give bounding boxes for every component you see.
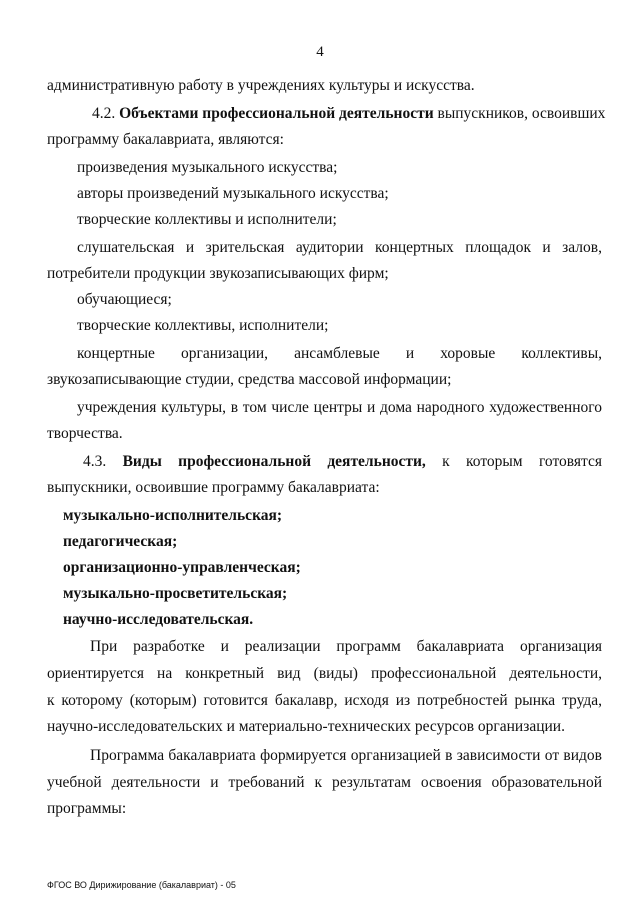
paragraph-line: При разработке и реализации программ бакалавриата организация — [90, 638, 602, 655]
text-line: административную работу в учреждениях культуры и искусства. — [47, 77, 475, 94]
text-line: выпускники, освоившие программу бакалавриата: — [47, 479, 380, 496]
section-number: 4.2. — [92, 105, 116, 122]
list-item: учреждения культуры, в том числе центры и дома народного художественного — [77, 399, 602, 416]
section-4-2-line — [92, 104, 606, 124]
activity-type-item: музыкально-исполнительская; — [63, 507, 283, 524]
section-number: 4.3. — [83, 453, 107, 470]
paragraph-line: ориентируется на конкретный вид (виды) профессиональной деятельности, — [47, 665, 602, 682]
text-line: творчества. — [47, 425, 123, 442]
text-line: программу бакалавриата, являются: — [47, 131, 284, 148]
list-item: слушательская и зрительская аудитории концертных площадок и залов, — [77, 239, 602, 256]
page-footer: ФГОС ВО Дирижирование (бакалавриат) - 05 — [47, 880, 236, 890]
list-item: обучающиеся; — [77, 291, 172, 308]
text-line: потребители продукции звукозаписывающих фирм; — [47, 265, 389, 282]
activity-type-item: научно-исследовательская. — [63, 611, 254, 628]
text-span: выпускников, освоивших — [437, 105, 606, 122]
list-item: концертные организации, ансамблевые и хоровые коллективы, — [77, 345, 602, 362]
list-item: творческие коллективы, исполнители; — [77, 317, 329, 334]
section-4-3-line — [83, 452, 602, 472]
paragraph-line: к которому (которым) готовится бакалавр, исходя из потребностей рынка труда, — [47, 692, 602, 709]
activity-type-item: организационно-управленческая; — [63, 559, 301, 576]
list-item: творческие коллективы и исполнители; — [77, 211, 337, 228]
activity-type-item: музыкально-просветительская; — [63, 585, 288, 602]
activity-type-item: педагогическая; — [63, 533, 178, 550]
page-number: 4 — [316, 44, 324, 60]
text-line: звукозаписывающие студии, средства массовой информации; — [47, 371, 452, 388]
text-span: к которым готовятся — [442, 453, 602, 470]
paragraph-line: научно-исследовательских и материально-технических ресурсов организации. — [47, 718, 565, 735]
paragraph-line: Программа бакалавриата формируется организацией в зависимости от видов — [90, 747, 602, 764]
list-item: авторы произведений музыкального искусства; — [77, 185, 389, 202]
list-item: произведения музыкального искусства; — [77, 159, 338, 176]
section-heading-bold: Объектами профессиональной деятельности — [119, 105, 434, 122]
paragraph-line: программы: — [47, 800, 127, 817]
paragraph-line: учебной деятельности и требований к результатам освоения образовательной — [47, 774, 602, 791]
section-heading-bold: Виды профессиональной деятельности, — [122, 453, 426, 470]
